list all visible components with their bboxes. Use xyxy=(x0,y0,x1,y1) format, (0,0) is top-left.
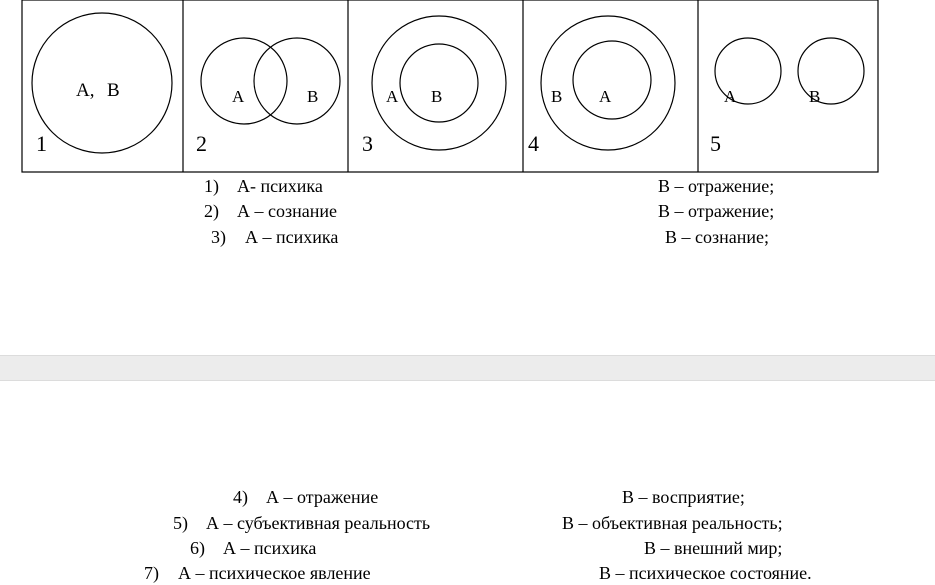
option-4-b: В – восприятие; xyxy=(622,487,745,507)
option-7-a: А – психическое явление xyxy=(178,563,371,583)
page-separator xyxy=(0,355,935,381)
option-3-a: А – психика xyxy=(245,227,339,247)
option-7-b: В – психическое состояние. xyxy=(599,563,812,583)
diagram-4-label-b: В xyxy=(551,87,563,106)
diagram-frame xyxy=(22,0,878,172)
diagram-1-label-a: А, xyxy=(76,80,95,101)
diagram-2 xyxy=(196,38,340,156)
option-6-a: А – психика xyxy=(223,538,317,558)
circle-b-inner xyxy=(400,44,478,122)
option-1-b: В – отражение; xyxy=(658,176,775,196)
diagram-3-number: 3 xyxy=(362,131,373,156)
option-6-b: В – внешний мир; xyxy=(644,538,783,558)
option-3-b: В – сознание; xyxy=(665,227,769,247)
option-5-a: А – субъективная реальность xyxy=(206,513,431,533)
option-7-number: 7) xyxy=(144,563,159,583)
option-5-number: 5) xyxy=(173,513,188,533)
diagram-1-label-b: В xyxy=(107,80,120,101)
diagram-2-label-b: В xyxy=(307,87,319,106)
diagram-2-label-a: А xyxy=(232,87,245,106)
diagram-1-number: 1 xyxy=(36,131,47,156)
diagram-4-number: 4 xyxy=(528,131,539,156)
circle-a-inner xyxy=(573,41,651,119)
option-2-number: 2) xyxy=(204,201,219,221)
option-2-a: А – сознание xyxy=(237,201,337,221)
circle-a-outer xyxy=(372,16,506,150)
option-4-a: А – отражение xyxy=(266,487,379,507)
option-5-b: В – объективная реальность; xyxy=(562,513,783,533)
option-1-number: 1) xyxy=(204,176,219,196)
circle-b xyxy=(254,38,340,124)
diagram-3 xyxy=(362,16,506,156)
diagram-5 xyxy=(710,38,864,156)
circle-ab xyxy=(32,13,172,153)
option-3-number: 3) xyxy=(211,227,226,247)
diagram-2-number: 2 xyxy=(196,131,207,156)
diagram-5-label-b: В xyxy=(809,87,821,106)
circle-b-outer xyxy=(541,16,675,150)
option-4-number: 4) xyxy=(233,487,248,507)
diagram-3-label-a: А xyxy=(386,87,399,106)
diagram-4 xyxy=(528,16,675,156)
page-bottom xyxy=(0,381,935,585)
diagram-3-label-b: В xyxy=(431,87,443,106)
option-2-b: В – отражение; xyxy=(658,201,775,221)
diagram-5-number: 5 xyxy=(710,131,721,156)
diagram-5-label-a: А xyxy=(724,87,737,106)
option-6-number: 6) xyxy=(190,538,205,558)
circle-a xyxy=(201,38,287,124)
diagram-4-label-a: А xyxy=(599,87,612,106)
diagram-1 xyxy=(32,13,172,156)
option-1-a: А- психика xyxy=(237,176,323,196)
venn-diagrams-strip xyxy=(0,0,935,180)
circle-b xyxy=(798,38,864,104)
